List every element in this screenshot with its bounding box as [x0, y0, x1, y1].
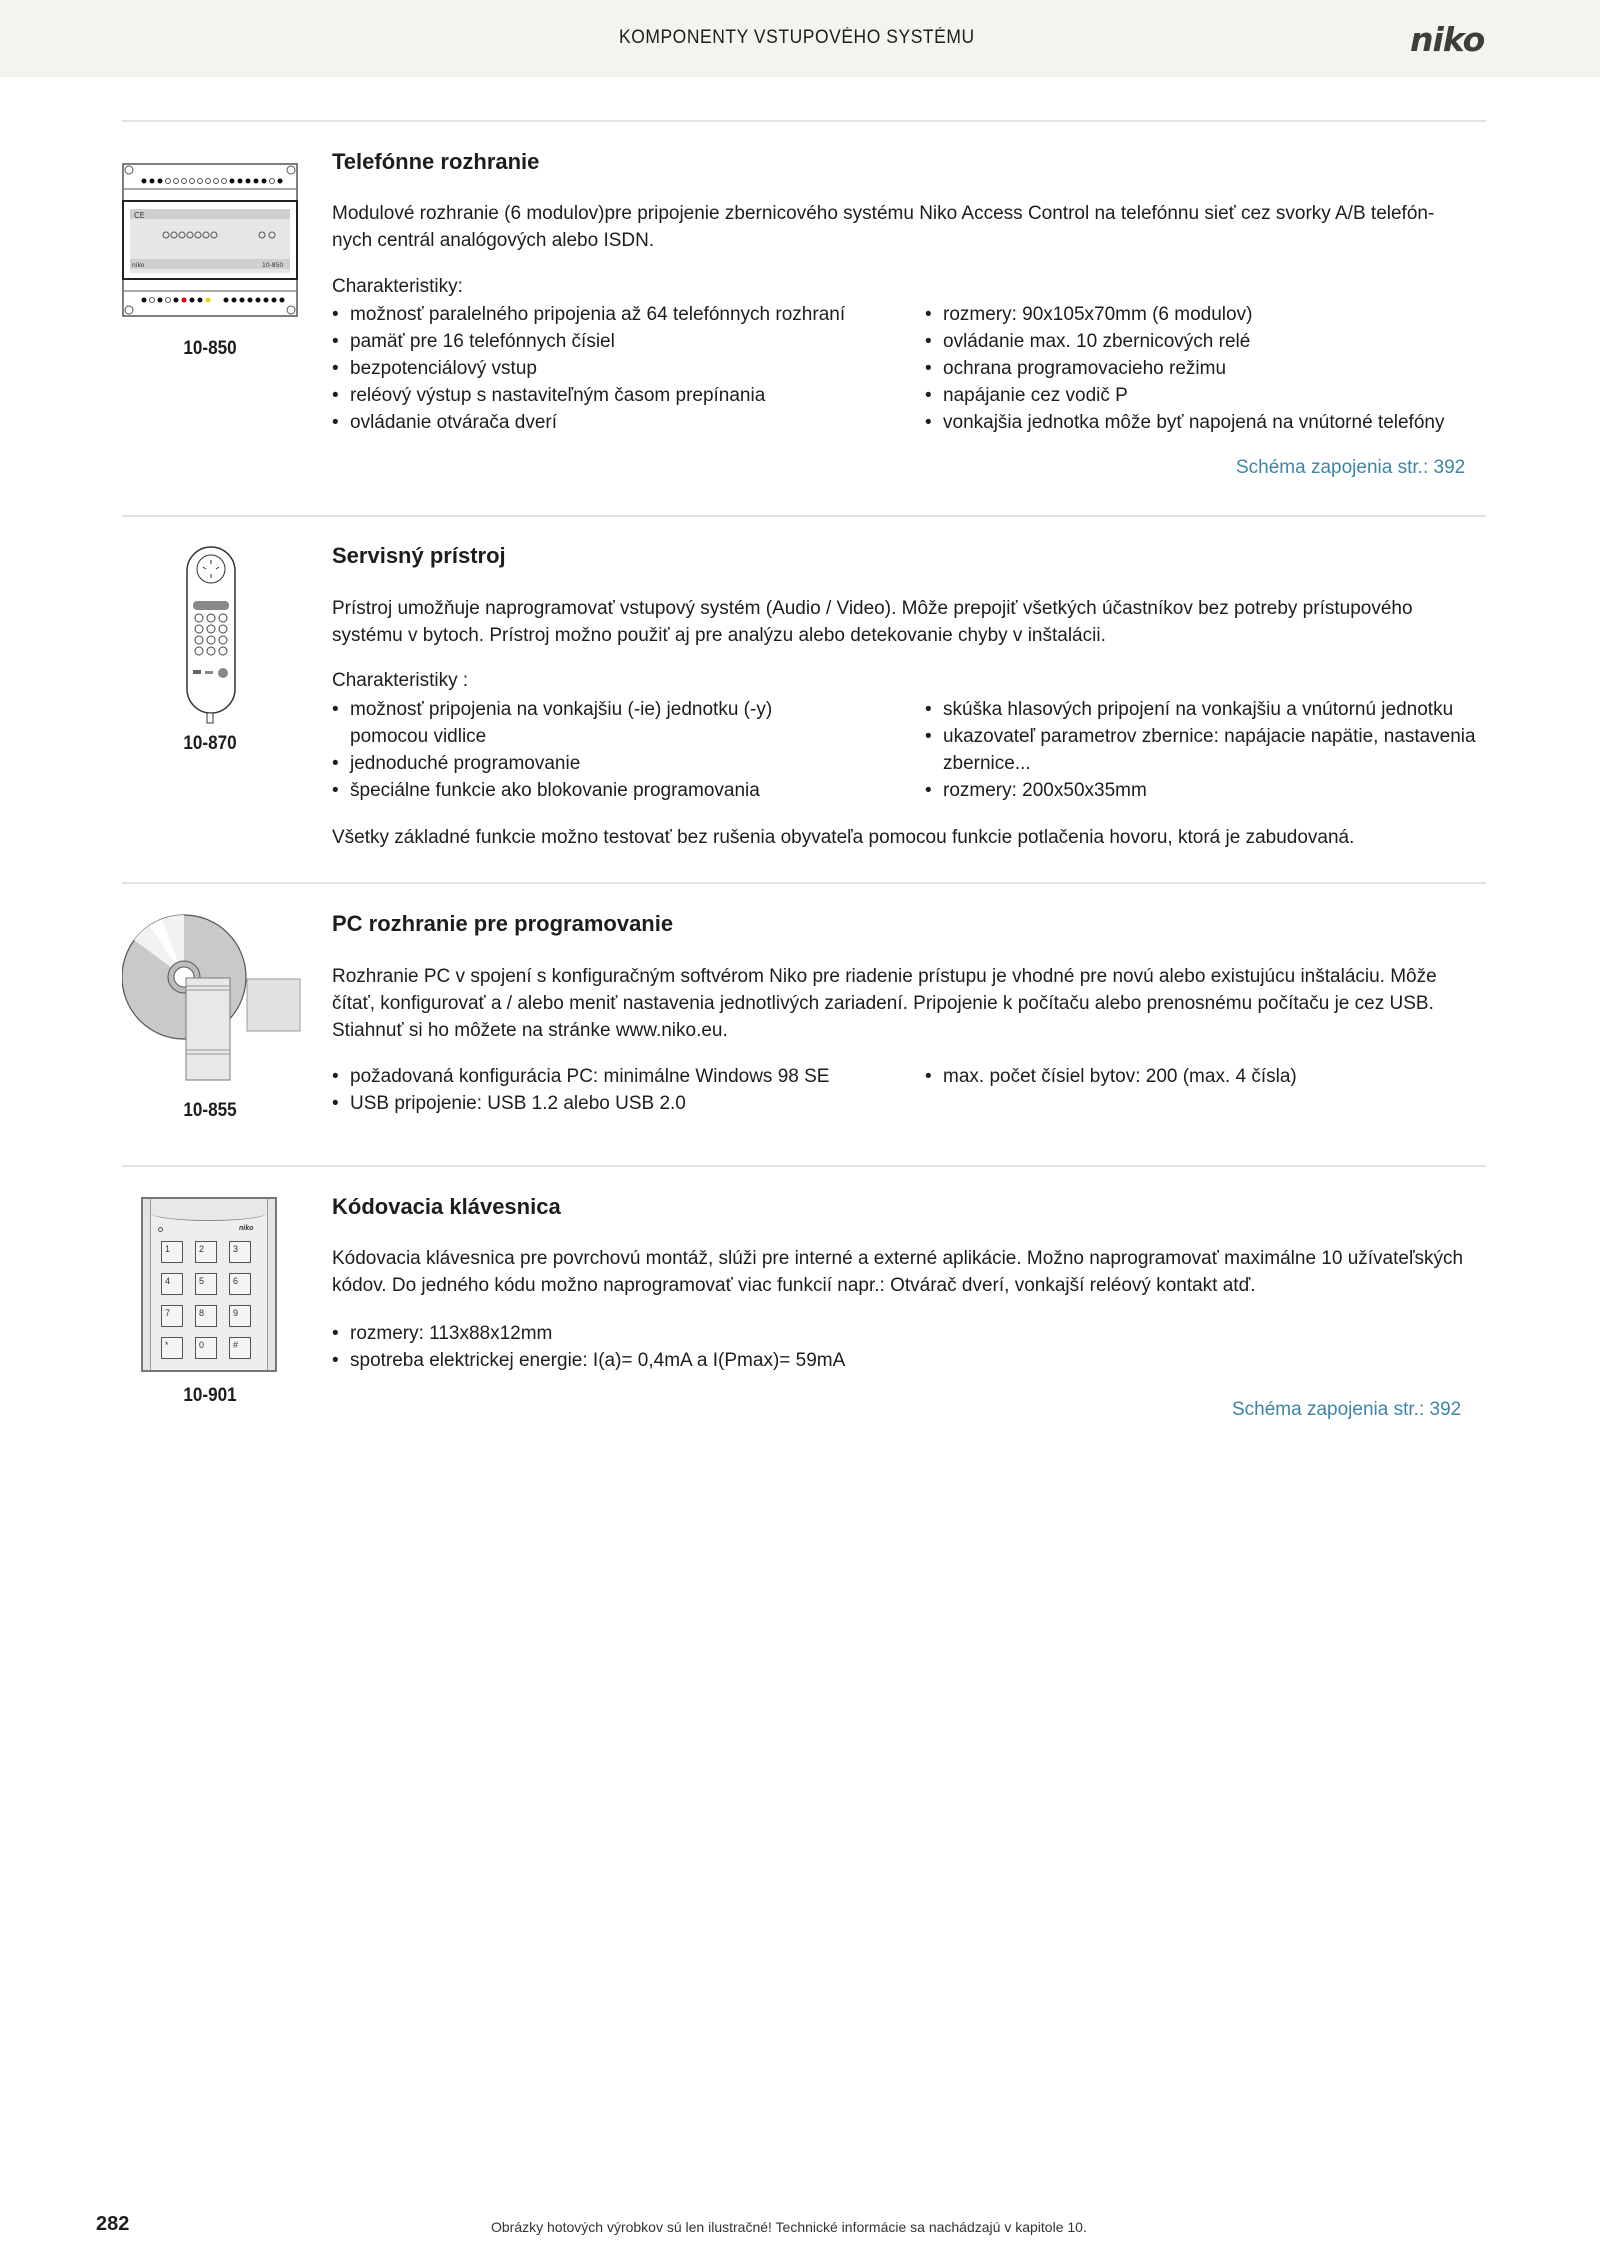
list-item: • ochrana programovacieho režimu	[925, 355, 1495, 382]
divider	[122, 515, 1486, 517]
din-module-icon	[122, 163, 298, 317]
list-item: • bezpotenciálový vstup	[332, 355, 912, 382]
divider	[122, 1165, 1486, 1167]
schema-link[interactable]: Schéma zapojenia str.: 392	[1236, 457, 1466, 478]
section-description	[332, 963, 1484, 1044]
product-code: 10-850	[183, 338, 237, 359]
list-item: • možnosť pripojenia na vonkajšiu (-ie) jednotku (-y) pomocou vidlice	[332, 696, 812, 750]
section-title: Telefónne rozhranie	[332, 149, 540, 174]
list-item: • reléový výstup s nastaviteľným časom prepínania	[332, 382, 912, 409]
keypad-key: 7	[161, 1305, 183, 1327]
divider	[122, 120, 1486, 122]
list-item: • rozmery: 90x105x70mm (6 modulov)	[925, 301, 1495, 328]
characteristics-label: Charakteristiky :	[332, 670, 469, 691]
keypad-key: 2	[195, 1241, 217, 1263]
characteristics-list-right	[925, 1063, 1495, 1090]
description-line: čítať, konfigurovať a / alebo meniť nastavenia jednotlivých zariadení. Pripojenie k počítaču alebo prenosnému počítaču je cez USB.	[332, 993, 1434, 1014]
page-number: 282	[96, 2213, 130, 2235]
list-item: • vonkajšia jednotka môže byť napojená na vnútorné telefóny	[925, 409, 1495, 436]
keypad-key: 5	[195, 1273, 217, 1295]
characteristics-list-left	[332, 1320, 1032, 1374]
list-item: • spotreba elektrickej energie: I(a)= 0,4mA a I(Pmax)= 59mA	[332, 1347, 1032, 1374]
keypad-key: 9	[229, 1305, 251, 1327]
section-description	[332, 595, 1484, 649]
characteristics-list-right	[925, 696, 1495, 804]
list-item: • jednoduché programovanie	[332, 750, 812, 777]
product-code: 10-855	[183, 1100, 237, 1121]
list-item: • ovládanie otvárača dverí	[332, 409, 912, 436]
svg-text:10-850: 10-850	[262, 262, 284, 269]
characteristics-list-left	[332, 1063, 912, 1117]
list-item: • napájanie cez vodič P	[925, 382, 1495, 409]
list-item: • max. počet čísiel bytov: 200 (max. 4 čísla)	[925, 1063, 1495, 1090]
schema-link[interactable]: Schéma zapojenia str.: 392	[1232, 1399, 1462, 1420]
description-line: Kódovacia klávesnica pre povrchovú montáž, slúži pre interné a externé aplikácie. Možno naprogramovať maximálne 10 užívateľských	[332, 1248, 1464, 1269]
description-line: systému v bytoch. Prístroj možno použiť aj pre analýzu alebo detekovanie chyby v inštalácii.	[332, 625, 1106, 646]
list-item: • skúška hlasových pripojení na vonkajšiu a vnútornú jednotku	[925, 696, 1495, 723]
list-item: • rozmery: 200x50x35mm	[925, 777, 1495, 804]
description-line: Modulové rozhranie (6 modulov)pre pripojenie zbernicového systému Niko Access Control na telefónnu sieť cez svorky A/B telefón-	[332, 203, 1435, 224]
description-line: nych centrál analógových alebo ISDN.	[332, 230, 655, 251]
keypad-key: *	[161, 1337, 183, 1359]
keypad-key: 6	[229, 1273, 251, 1295]
section-title: Kódovacia klávesnica	[332, 1194, 561, 1219]
description-line: Rozhranie PC v spojení s konfiguračným softvérom Niko pre riadenie prístupu je vhodné pre novú alebo existujúcu inštaláciu. Môže	[332, 966, 1437, 987]
description-line: kódov. Do jedného kódu možno naprogramovať viac funkcií napr.: Otvárač dverí, vonkajší reléový kontakt atď.	[332, 1275, 1256, 1296]
product-code: 10-901	[183, 1385, 237, 1406]
section-title: PC rozhranie pre programovanie	[332, 911, 674, 936]
product-code: 10-870	[183, 733, 237, 754]
characteristics-label: Charakteristiky:	[332, 276, 463, 297]
list-item: • možnosť paralelného pripojenia až 64 telefónnych rozhraní	[332, 301, 912, 328]
characteristics-list-left	[332, 301, 912, 436]
characteristics-list-left	[332, 696, 812, 804]
keypad-key: 8	[195, 1305, 217, 1327]
niko-logo: niko	[1410, 20, 1485, 59]
section-note: Všetky základné funkcie možno testovať bez rušenia obyvateľa pomocou funkcie potlačenia hovoru, ktorá je zabudovaná.	[332, 827, 1355, 848]
keypad-logo: niko	[239, 1225, 254, 1232]
service-handset-icon	[185, 545, 237, 725]
keypad-key: 4	[161, 1273, 183, 1295]
section-title: Servisný prístroj	[332, 543, 506, 568]
svg-text:niko: niko	[132, 262, 145, 269]
keypad-key: 1	[161, 1241, 183, 1263]
list-item: • pamäť pre 16 telefónnych čísiel	[332, 328, 912, 355]
keypad-key: 0	[195, 1337, 217, 1359]
page-header	[0, 0, 1600, 77]
footer-note: Obrázky hotových výrobkov sú len ilustračné! Technické informácie sa nachádzajú v kapitole 10.	[491, 2219, 1087, 2235]
characteristics-list-right	[925, 301, 1495, 436]
list-item: • ovládanie max. 10 zbernicových relé	[925, 328, 1495, 355]
keypad-keys	[161, 1241, 261, 1359]
keypad-key: #	[229, 1337, 251, 1359]
cd-usb-interface-icon	[122, 912, 302, 1082]
section-description	[332, 1245, 1484, 1299]
list-item: • USB pripojenie: USB 1.2 alebo USB 2.0	[332, 1090, 912, 1117]
header-title: KOMPONENTY VSTUPOVÉHO SYSTÉMU	[619, 27, 975, 48]
description-line: Prístroj umožňuje naprogramovať vstupový systém (Audio / Video). Môže prepojiť všetkých účastníkov bez potreby prístupového	[332, 598, 1413, 619]
list-item: • špeciálne funkcie ako blokovanie programovania	[332, 777, 812, 804]
list-item: • rozmery: 113x88x12mm	[332, 1320, 1032, 1347]
list-item: • požadovaná konfigurácia PC: minimálne Windows 98 SE	[332, 1063, 912, 1090]
keypad-image	[141, 1197, 277, 1372]
list-item: • ukazovateľ parametrov zbernice: napájacie napätie, nastavenia zbernice...	[925, 723, 1495, 777]
svg-text:CE: CE	[134, 211, 145, 220]
description-line: Stiahnuť si ho môžete na stránke www.niko.eu.	[332, 1020, 728, 1041]
keypad-key: 3	[229, 1241, 251, 1263]
divider	[122, 882, 1486, 884]
section-description	[332, 200, 1484, 254]
